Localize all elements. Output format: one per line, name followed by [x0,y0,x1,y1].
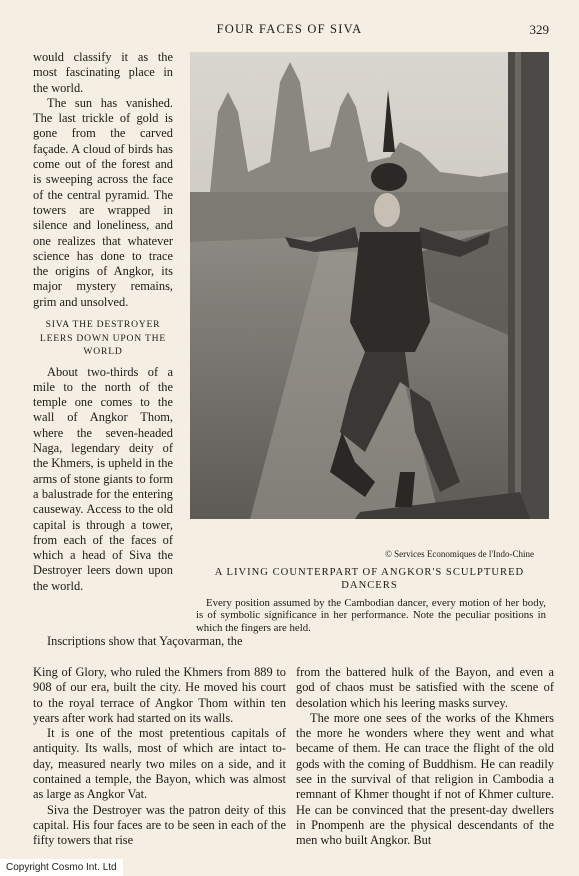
page-number: 329 [529,22,549,37]
body-wide-line [33,634,549,649]
right-column [296,665,554,849]
paragraph: King of Glory, who ruled the Khmers from 889 to 908 of our era, built the city. He moved his court to the royal terrace of Angkor Thom within ten years after work had started on its walls. [33,665,286,725]
paragraph: The more one sees of the works of the Khmers the more he wonders where they went and what became of them. He can trace the flight of the old gods with the coming of Buddhism. He can readily see in the survival of that religion in Cambodia a remnant of Khmer thought if not of Khmer culture. He can be convinced that the present-day dwellers in Pnompenh are the physical descendants of the men who built Angkor. But [296,710,554,848]
page-header [0,22,579,40]
caption-text: Every position assumed by the Cambodian dancer, every motion of her body, is of symbolic significance in her performance. Note the peculiar positions in which the fingers are held. [196,597,546,634]
dancer-photograph [190,52,549,519]
paragraph: The sun has vanished. The last trickle of gold is gone from the carved façade. A cloud of birds has come out of the forest and is sweeping across the face of the central pyramid. The towers are wrapped in silence and loneliness, and one realizes that whatever science has done to trace the origins of Angkor, its major mystery remains, grim and unsolved. [33,95,173,309]
running-title: FOUR FACES OF SIVA [216,22,363,36]
paragraph: from the battered hulk of the Bayon, and even a god of chaos must be satisfied with the scene of desolation which his leering masks survey. [296,665,554,710]
subheading: SIVA THE DESTROYER LEERS DOWN UPON THE WORLD [39,319,167,358]
photo-credit: © Services Economiques de l'Indo-Chine [385,549,534,559]
photo-illustration [190,52,549,519]
paragraph-line: Inscriptions show that Yaçovarman, the [47,634,243,648]
paragraph: It is one of the most pretentious capitals of antiquity. Its walls, most of which are intact to-day, measured nearly two miles on a side, and it contained a temple, the Bayon, which was almost as large as Angkor Vat. [33,726,286,802]
paragraph: About two-thirds of a mile to the north of the temple one comes to the wall of Angkor Thom, where the seven-headed Naga, legendary deity of the Khmers, is upheld in the arms of stone giants to form a balustrade for the entering causeway. Access to the old capital is through a tower, from each of the faces of which a head of Siva the Destroyer leers down upon the world. [33,364,173,593]
middle-column [33,665,286,849]
caption-title: A LIVING COUNTERPART OF ANGKOR'S SCULPTURED DANCERS [214,567,525,591]
paragraph: would classify it as the most fascinating place in the world. [33,50,173,95]
copyright-watermark: Copyright Cosmo Int. Ltd [0,859,123,876]
left-column [33,50,173,594]
paragraph: Siva the Destroyer was the patron deity of this capital. His four faces are to be seen in each of the fifty towers that rise [33,802,286,848]
